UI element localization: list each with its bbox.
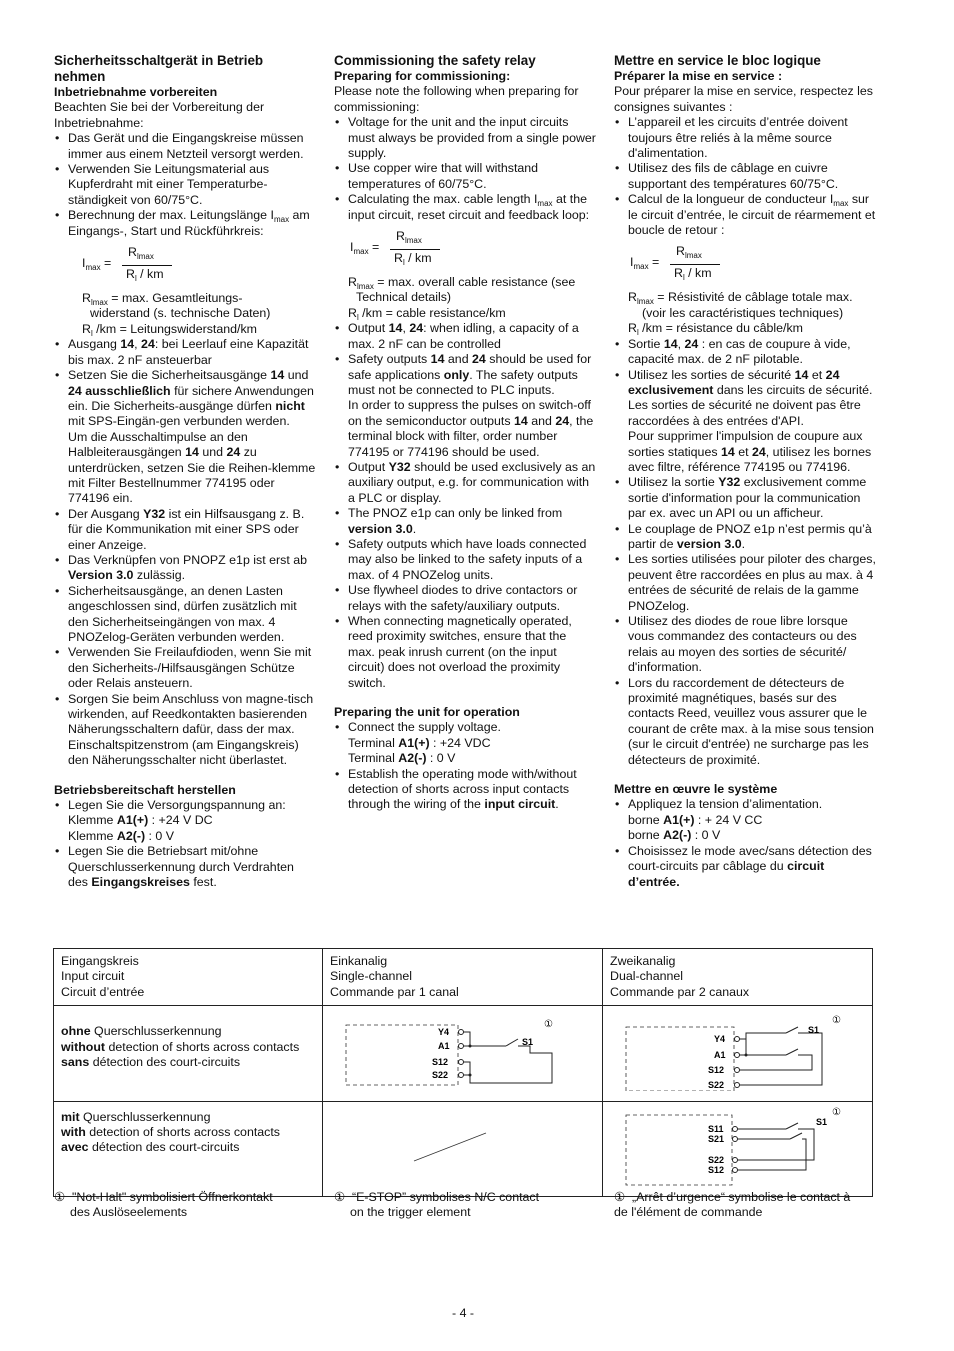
subheading: Preparing for commissioning: [334, 69, 511, 83]
list-item: • Setzen Sie die Sicherheitsausgänge 14 und 24 ausschließlich für sichere Anwendungen ein. Die Sicherheits-ausgänge dürfen nicht mit SPS-Eingän-gen verbunden werden. Um die Ausschaltimpulse an den Halbleiterausgängen 14 und 24 zu unterdrücken, setzen Sie die Reihen-klemme mit Filter Bestellnummer 774195 oder 774196 ein. [54, 368, 316, 507]
table-row [54, 1101, 873, 1196]
list-item: • When connecting magnetically operated, reed proximity switches, ensure that the max. peak inrush current (on the input circuit) does not overload the proximity switch. [334, 614, 596, 691]
table-header-cell: Eingangskreis Input circuit Circuit d’entrée [54, 949, 323, 1006]
list-item: • Voltage for the unit and the input circuits must always be provided from a single power supply. [334, 115, 596, 161]
list-item: • Safety outputs which have loads connected may also be linked to the safety inputs of a max. of 4 PNOZelog units. [334, 537, 596, 583]
svg-text:A1: A1 [714, 1050, 726, 1061]
footnote-english: ① “E-STOP” symbolises N/C contact on the trigger element [334, 1190, 540, 1220]
footnote-german: ① "Not-Halt" symbolisiert Öffnerkontakt des Auslöseelements [54, 1190, 273, 1220]
bullet-list [334, 321, 596, 691]
svg-text:S21: S21 [708, 1133, 725, 1144]
legend-line: $R_{lmax} = \max$. overall cable resistance (see [348, 275, 576, 292]
svg-text:Y4: Y4 [438, 1027, 450, 1038]
formula: $I_{max}$ = $R_{lmax}$ $R_l$ / km [334, 229, 596, 273]
legend-line: $R_l$ /km = Leitungswiderstand/km [82, 321, 257, 338]
svg-text:①: ① [832, 1106, 841, 1118]
list-item: • Ausgang 14, 24: bei Leerlauf eine Kapazität bis max. 2 nF ansteuerbar [54, 337, 316, 368]
bullet-list [54, 798, 316, 890]
list-item: • Utilisez des fils de câblage en cuivre supportant des températures 60/75°C. [614, 161, 876, 192]
table-header-cell: Einkanalig Single-channel Commande par 1 canal [323, 949, 603, 1006]
list-item: • Sorgen Sie beim Anschluss von magne-tisch wirkenden, auf Reedkontakten basierenden Näherungsschaltern dafür, dass der max. Einschaltspitzenstrom (am Eingangskreis) den Näherungsschalter nicht überlastet. [54, 692, 316, 769]
column-french [614, 53, 876, 890]
list-item: • Use copper wire that will withstand temperatures of 60/75°C. [334, 161, 596, 192]
legend-line: $R_l$ /km = cable resistance/km [348, 305, 506, 322]
bullet-list [614, 797, 876, 889]
list-item: • Use flywheel diodes to drive contactors or relays with the safety/auxiliary outputs. [334, 583, 596, 614]
list-item: • Berechnung der max. Leitungslänge $I_{max}$ am Eingangs-, Start und Rückführkreis: [54, 208, 316, 239]
table-cell [603, 1006, 873, 1101]
legend-line: $R_{lmax} = \max$. Gesamtleitungs- [82, 291, 243, 308]
list-item: • The PNOZ e1p can only be linked from version 3.0. [334, 506, 596, 537]
list-item: • Output Y32 should be used exclusively as an auxiliary output, e.g. for communication with a PLC or display. [334, 460, 596, 506]
bullet-list [614, 115, 876, 238]
table-cell-not-applicable [323, 1101, 603, 1196]
svg-text:S22: S22 [708, 1154, 725, 1165]
bullet-list [614, 337, 876, 768]
bullet-list [334, 720, 596, 812]
subheading: Inbetriebnahme vorbereiten [54, 85, 218, 99]
input-circuit-table [53, 948, 873, 1197]
list-item: • Utilisez des diodes de roue libre lorsque vous commandez des contacteurs ou des relais au moyen des sorties de sécurité/ d'information. [614, 614, 876, 676]
section-title: Commissioning the safety relay [334, 53, 536, 68]
section-title: Sicherheitsschaltgerät in Betrieb nehmen [54, 53, 264, 84]
not-applicable-strike [330, 1107, 580, 1187]
list-item: • Lors du raccordement de détecteurs de proximité magnétiques, basés sur des contacts Reed, veuillez vous assurer que le courant de crête max. à la mise sous tension (sur le circuit d'entrée) ne surcharge pas les détecteurs de proximité. [614, 676, 876, 768]
list-item: • Der Ausgang Y32 ist ein Hilfsausgang z. B. für die Kommunikation mit einer SPS oder einer Anzeige. [54, 507, 316, 553]
svg-text:S12: S12 [708, 1164, 725, 1175]
intro-text: Pour préparer la mise en service, respectez les consignes suivantes : [614, 84, 873, 114]
bullet-list [54, 337, 316, 768]
legend-line: widerstand (s. technische Daten) [90, 306, 271, 321]
list-item: • Les sorties utilisées pour piloter des charges, peuvent être raccordées en plus au max. à 4 entrées de sécurité de relais de la gamme PNOZelog. [614, 552, 876, 614]
subheading: Préparer la mise en service : [614, 69, 783, 83]
svg-text:①: ① [832, 1015, 841, 1027]
subheading: Preparing the unit for operation [334, 705, 520, 720]
svg-text:S1: S1 [808, 1025, 820, 1036]
list-item: • Sortie 14, 24 : en cas de coupure à vide, capacité max. de 2 nF pilotable. [614, 337, 876, 368]
table-row [54, 949, 873, 1006]
column-english [334, 53, 596, 813]
table-cell [603, 1101, 873, 1196]
table-cell: ohne Querschlusserkennung without detection of shorts across contacts sans détection des court-circuits [54, 1006, 323, 1101]
table-row [54, 1006, 873, 1101]
table-cell: mit Querschlusserkennung with detection of shorts across contacts avec détection des court-circuits [54, 1101, 323, 1196]
page-number: - 4 - [452, 1306, 475, 1320]
list-item: • Das Verknüpfen von PNOPZ e1p ist erst ab Version 3.0 zulässig. [54, 553, 316, 584]
legend-line: (voir les caractéristiques techniques) [642, 305, 844, 320]
list-item: • Le couplage de PNOZ e1p n’est permis qu’à partir de version 3.0. [614, 522, 876, 553]
list-item: • Establish the operating mode with/without detection of shorts across input contacts through the wiring of the input circuit. [334, 767, 596, 813]
section-title: Mettre en service le bloc logique [614, 53, 821, 68]
list-item: • Safety outputs 14 and 24 should be used for safe applications only. The safety outputs must not be connected to PLC inputs. In order to suppress the pulses on switch-off on the semiconductor outputs 14 and 24, the terminal block with filter, order number 774195 or 774196 should be used. [334, 352, 596, 460]
dual-channel-short-detection-diagram [610, 1107, 860, 1187]
list-item: • L’appareil et les circuits d’entrée doivent toujours être reliés à la même source d'alimentation. [614, 115, 876, 161]
list-item: • Verwenden Sie Leitungsmaterial aus Kupferdraht mit einer Temperaturbe-ständigkeit von 60/75°C. [54, 162, 316, 208]
formula: $I_{max}$ = $R_{lmax}$ $R_l$ / km [54, 245, 316, 289]
list-item: • Legen Sie die Betriebsart mit/ohne Querschlusserkennung durch Verdrahten des Eingangskreises fest. [54, 844, 316, 890]
bullet-list [334, 115, 596, 223]
intro-text: Beachten Sie bei der Vorbereitung der Inbetriebnahme: [54, 100, 265, 130]
svg-text:S1: S1 [522, 1037, 534, 1048]
svg-text:Y4: Y4 [714, 1034, 726, 1045]
list-item: • Utilisez la sortie Y32 exclusivement comme sortie d'information pour la communication par ex. avec un API ou un afficheur. [614, 475, 876, 521]
subheading: Betriebsbereitschaft herstellen [54, 782, 236, 797]
svg-text:S11: S11 [708, 1123, 724, 1134]
svg-text:S1: S1 [816, 1116, 828, 1127]
column-german [54, 53, 316, 891]
legend-line: Technical details) [356, 290, 452, 305]
table-header-cell: Zweikanalig Dual-channel Commande par 2 canaux [603, 949, 873, 1006]
list-item: • Choisissez le mode avec/sans détection des court-circuits par câblage du circuit d’entrée. [614, 844, 876, 890]
svg-text:A1: A1 [438, 1041, 450, 1052]
legend-line: $R_{lmax}$ = Résistivité de câblage totale max. [628, 290, 853, 307]
subheading: Mettre en œuvre le système [614, 782, 778, 797]
svg-text:S12: S12 [708, 1065, 725, 1076]
table-cell [323, 1006, 603, 1101]
svg-text:S22: S22 [432, 1070, 449, 1081]
list-item: • Calcul de la longueur de conducteur $I_{max}$ sur le circuit d’entrée, le circuit de réarmement et boucle de retour : [614, 192, 876, 238]
list-item: • Calculating the max. cable length $I_{max}$ at the input circuit, reset circuit and feedback loop: [334, 192, 596, 223]
list-item: • Utilisez les sorties de sécurité 14 et 24 exclusivement dans les circuits de sécurité. Les sorties de sécurité ne doivent pas être raccordées à des entrées d'API. Pour supprimer l'impulsion de coupure aux sorties statiques 14 et 24, utilisez les bornes avec filtre, référence 774195 ou 774196. [614, 368, 876, 476]
svg-text:①: ① [544, 1019, 553, 1031]
svg-text:S22: S22 [708, 1080, 725, 1091]
list-item: • Das Gerät und die Eingangskreise müssen immer aus einem Netzteil versorgt werden. [54, 131, 316, 162]
svg-text:S12: S12 [432, 1057, 449, 1068]
formula: $I_{max}$ = $R_{lmax}$ $R_l$ / km [614, 244, 876, 288]
bullet-list [54, 131, 316, 239]
list-item: • Connect the supply voltage. Terminal A1(+) : +24 VDC Terminal A2(-) : 0 V [334, 720, 596, 766]
footnote-french: ① „Arrêt d’urgence“ symbolise le contact à de l'élément de commande [614, 1190, 851, 1220]
legend-line: $R_l$ /km = résistance du câble/km [628, 321, 803, 338]
list-item: • Legen Sie die Versorgungspannung an: Klemme A1(+) : +24 V DC Klemme A2(-) : 0 V [54, 798, 316, 844]
dual-channel-wiring-diagram [610, 1011, 860, 1091]
intro-text: Please note the following when preparing for commissioning: [334, 84, 579, 114]
list-item: • Verwenden Sie Freilaufdioden, wenn Sie mit den Sicherheits-/Hilfsausgängen Schütze oder Relais ansteuern. [54, 645, 316, 691]
list-item: • Output 14, 24: when idling, a capacity of a max. 2 nF can be controlled [334, 321, 596, 352]
single-channel-wiring-diagram [330, 1011, 580, 1091]
list-item: • Sicherheitsausgänge, an denen Lasten angeschlossen sind, dürfen zusätzlich mit den Sicherheitseingängen von max. 4 PNOZelog-Geräten verbunden werden. [54, 584, 316, 646]
list-item: • Appliquez la tension d’alimentation. borne A1(+) : + 24 V CC borne A2(-) : 0 V [614, 797, 876, 843]
